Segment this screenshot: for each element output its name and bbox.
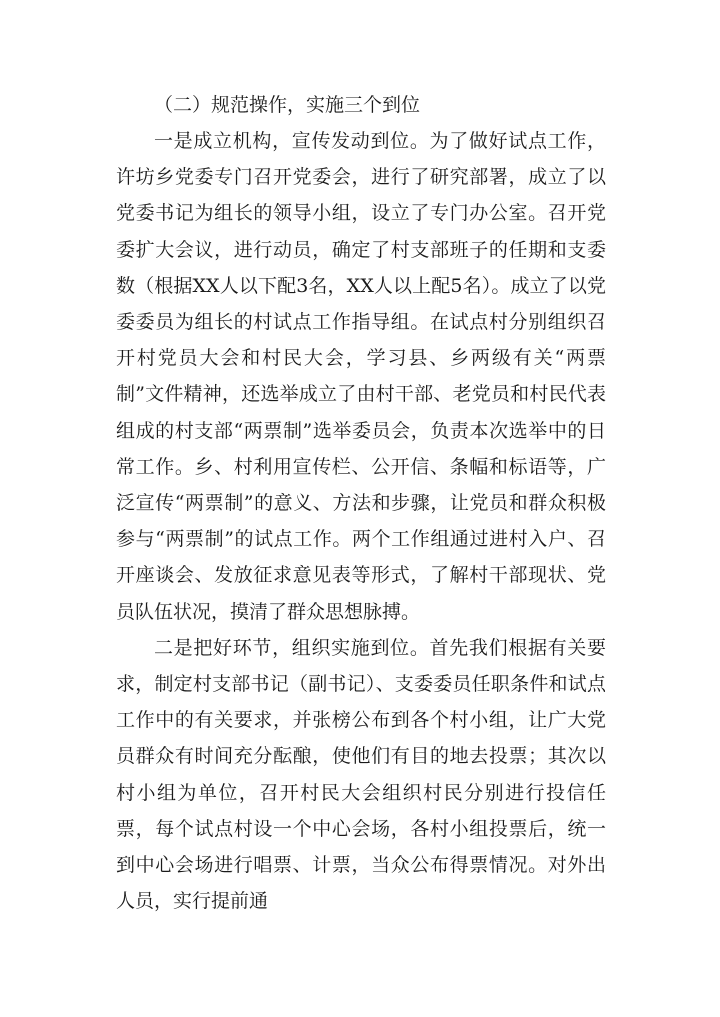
paragraph-2: 二是把好环节，组织实施到位。首先我们根据有关要求，制定村支部书记（副书记）、支委委员任职条件和试点工作中的有关要求，并张榜公布到各个村小组，让广大党员群众有时间充分酝酿，使他们有目的地去投票；其次以村小组为单位，召开村民大会组织村民分别进行投信任票，每个试点村设一个中心会场，各村小组投票后，统一到中心会场进行唱票、计票，当众公布得票情况。对外出人员，实行提前通 <box>116 636 606 913</box>
paragraph-1: 一是成立机构，宣传发动到位。为了做好试点工作，许坊乡党委专门召开党委会，进行了研究部署，成立了以党委书记为组长的领导小组，设立了专门办公室。召开党委扩大会议，进行动员，确定了村支部班子的任期和支委数（根据XX人以下配3名，XX人以上配5名）。成立了以党委委员为组长的村试点工作指导组。在试点村分别组织召开村党员大会和村民大会，学习县、乡两级有关“两票制”文件精神，还选举成立了由村干部、老党员和村民代表组成的村支部“两票制”选举委员会，负责本次选举中的日常工作。乡、村利用宣传栏、公开信、条幅和标语等，广泛宣传“两票制”的意义、方法和步骤，让党员和群众积极参与“两票制”的试点工作。两个工作组通过进村入户、召开座谈会、发放征求意见表等形式，了解村干部现状、党员队伍状况，摸清了群众思想脉搏。 <box>116 130 606 623</box>
section-heading: （二）规范操作，实施三个到位 <box>154 94 421 116</box>
document-body <box>116 87 606 919</box>
